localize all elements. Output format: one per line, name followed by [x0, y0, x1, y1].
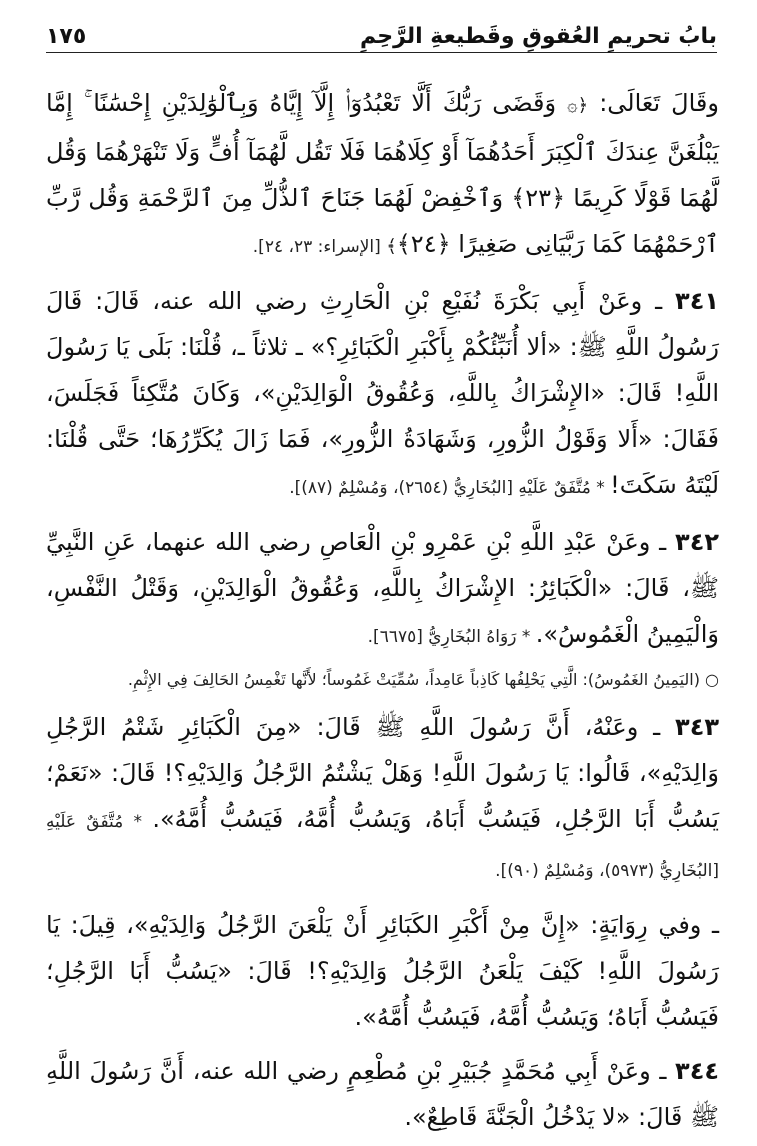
page-number: ١٧٥: [46, 24, 87, 49]
verse-citation: [الإسراء: ٢٣، ٢٤].: [252, 237, 387, 257]
verse-text: وَقَضَى رَبُّكَ أَلَّا تَعْبُدُوٓا۟ إِلَّآ إِيَّاهُ وَبِٱلْوَٰلِدَيْنِ إِحْسَٰنًا ۚ إِمَّا يَبْلُغَنَّ عِندَكَ ٱلْكِبَرَ أَحَدُهُمَآ أَوْ كِلَاهُمَا فَلَا تَقُل لَّهُمَآ أُفٍّ وَلَا تَنْهَرْهُمَا وَقُل لَّهُمَا قَوْلًا كَرِيمًا ﴿٢٣﴾ وَٱخْفِضْ لَهُمَا جَنَاحَ ٱلذُّلِّ مِنَ ٱلرَّحْمَةِ وَقُل رَّبِّ ٱرْحَمْهُمَا كَمَا رَبَّيَانِى صَغِيرًا ﴿٢٤﴾: [46, 89, 719, 258]
hadith-343-variant: ـ وفي رِوَايَةٍ: «إِنَّ مِنْ أَكْبَرِ الكَبَائِرِ أَنْ يَلْعَنَ الرَّجُلُ وَالِدَيْهِ»، قِيلَ: يَا رَسُولَ اللَّهِ! كَيْفَ يَلْعَنُ الرَّجُلُ وَالِدَيْهِ؟! قَالَ: «يَسُبُّ أَبَا الرَّجُلِ؛ فَيَسُبُّ أَبَاهُ؛ وَيَسُبُّ أُمَّهُ، فَيَسُبُّ أُمَّهُ».: [46, 911, 719, 1031]
hadith-342: [46, 519, 719, 660]
hadith-344: [46, 1048, 719, 1140]
running-header: [46, 14, 717, 53]
page-body: [46, 58, 719, 1146]
verse-open-ornament: ﴿۞: [567, 95, 589, 116]
hadith-text: ـ وعَنْهُ، أَنَّ رَسُولَ اللَّهِ ﷺ قَالَ: «مِنَ الْكَبَائِرِ شَتْمُ الرَّجُلِ وَالِدَيْهِ»، قَالُوا: يَا رَسُولَ اللَّهِ! وَهَلْ يَشْتُمُ الرَّجُلُ وَالِدَيْهِ؟! قَالَ: «نَعَمْ؛ يَسُبُّ أَبَا الرَّجُلِ، فَيَسُبُّ أَبَاهُ، وَيَسُبُّ أُمَّهُ، فَيَسُبُّ أُمَّهُ».: [46, 713, 719, 833]
hadith-text: ـ وعَنْ أَبِي مُحَمَّدٍ جُبَيْرِ بْنِ مُطْعِمٍ رضي الله عنه، أَنَّ رَسُولَ اللَّهِ ﷺ قَالَ: «لا يَدْخُلُ الْجَنَّةَ قَاطِعٌ».: [46, 1057, 719, 1131]
hadith-343: [46, 704, 719, 894]
quran-verse-paragraph: [46, 80, 719, 270]
hadith-text: ـ وعَنْ عَبْدِ اللَّهِ بْنِ عَمْرِو بْنِ الْعَاصِ رضي الله عنهما، عَنِ النَّبِيِّ ﷺ، قَالَ: «الْكَبَائِرُ: الإِشْرَاكُ بِاللَّهِ، وَعُقُوقُ الْوَالِدَيْنِ، وَقَتْلُ النَّفْسِ، وَالْيَمِينُ الْغَمُوسُ».: [46, 528, 719, 648]
hadith-341: [46, 278, 719, 511]
hadith-text: ـ وعَنْ أَبِي بَكْرَةَ نُفَيْعِ بْنِ الْحَارِثِ رضي الله عنه، قَالَ: قَالَ رَسُولُ اللَّهِ ﷺ: «ألا أُنَبِّئُكُمْ بِأَكْبَرِ الْكَبَائِرِ؟» ـ ثلاثاً ـ، قُلْنَا: بَلَى يَا رَسُولَ اللَّهِ! قَالَ: «الإِشْرَاكُ بِاللَّهِ، وَعُقُوقُ الْوَالِدَيْنِ»، وَكَانَ مُتَّكِئاً فَجَلَسَ، فَقَالَ: «أَلا وَقَوْلُ الزُّورِ، وَشَهَادَةُ الزُّورِ»، فَمَا زَالَ يُكَرِّرُهَا؛ حَتَّى قُلْنَا: لَيْتَهُ سَكَتَ!: [46, 287, 719, 499]
hadith-citation: * مُتَّفَقٌ عَلَيْهِ [البُخَارِيُّ (٢٦٥٤)، وَمُسْلِمٌ (٨٧)].: [289, 478, 611, 498]
hadith-citation: * مُتَّفَقٌ عَلَيْهِ [البُخَارِيُّ (٥٩٧٣)، وَمُسْلِمٌ (٩٠)].: [46, 812, 719, 881]
hadith-number: ٣٤١: [675, 287, 719, 315]
hadith-number: ٣٤٤: [675, 1057, 719, 1085]
hadith-citation: * رَوَاهُ البُخَارِيُّ [٦٦٧٥].: [367, 627, 536, 647]
hadith-number: ٣٤٣: [675, 713, 719, 741]
hadith-number: ٣٤٢: [675, 528, 719, 556]
verse-intro: وقَالَ تَعَالَى:: [588, 89, 719, 117]
verse-close-ornament: ﴾: [386, 236, 397, 257]
footnote-yamin-ghamus: ○ (اليَمِينُ الغَمُوسُ): الَّتِي يَحْلِفُها كَاذِباً عَامِداً، سُمِّيَتْ غَمُوساً؛ لأَنَّها تَغْمِسُ الحَالِفَ فِي الإِثْمِ.: [127, 670, 719, 689]
chapter-title: بابُ تحريمِ العُقوقِ وقَطيعةِ الرَّحِمِ: [360, 24, 717, 49]
